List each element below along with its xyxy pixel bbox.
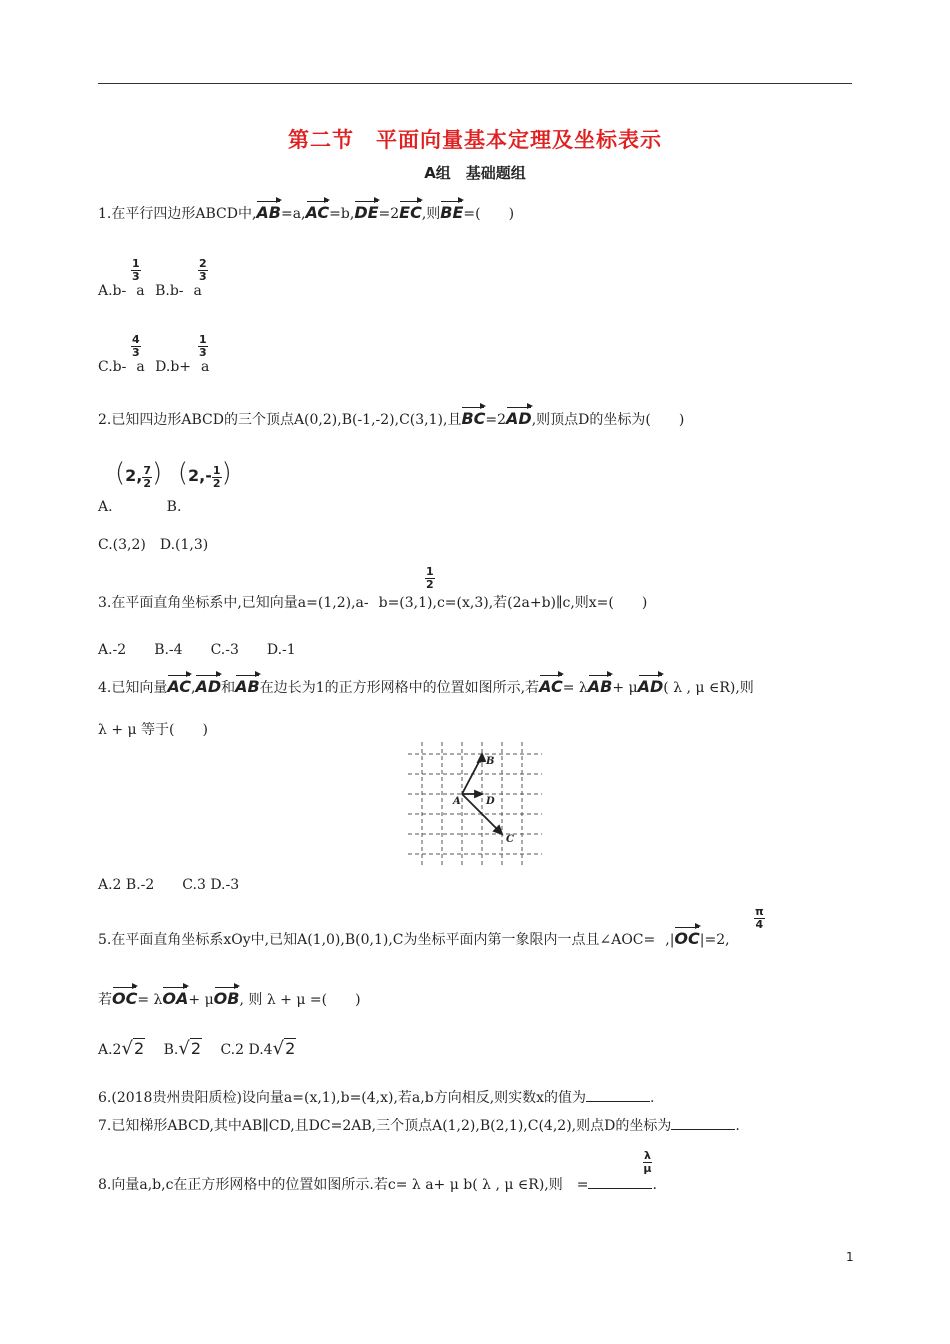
header-rule — [98, 83, 852, 84]
fraction — [198, 258, 208, 283]
q4-stem: 4.已知向量 — [98, 680, 168, 696]
q1-text: ,则 — [421, 206, 441, 222]
vector-de: DE — [354, 200, 378, 222]
option-c: C.b- — [98, 359, 127, 375]
point-label-d: D — [486, 796, 495, 807]
q4-text: + μ — [612, 680, 638, 696]
answer-blank[interactable] — [671, 1117, 735, 1130]
q3-stem-tail: b=(3,1),c=(x,3),若(2a+b)∥c,则x=( ) — [378, 595, 648, 611]
option-a: A.2 — [98, 1042, 122, 1058]
q5-text: 若 — [98, 992, 112, 1008]
point-label-c: C — [506, 834, 514, 845]
point-b — [177, 458, 232, 490]
q4-text: 和 — [221, 680, 236, 696]
q4-text: ( λ , μ ∈R),则 — [663, 680, 754, 696]
point-label-b: B — [486, 756, 495, 767]
q2-options-cd: C.(3,2) D.(1,3) — [98, 537, 209, 553]
vector-ad: AD — [195, 674, 221, 696]
option-b: B. — [166, 499, 182, 515]
vector-ab: AB — [256, 200, 281, 222]
vector-bc: BC — [461, 406, 485, 428]
q5-line-2 — [98, 986, 361, 1009]
radicand: 2 — [190, 1039, 202, 1058]
vector-ad: AD — [506, 406, 532, 428]
q5-text: |=2, — [699, 932, 730, 948]
q5-text: ,| — [665, 932, 675, 948]
point-b-x: 2,- — [188, 466, 212, 485]
denominator: 4 — [755, 918, 764, 931]
q7-stem: 7.已知梯形ABCD,其中AB∥CD,且DC=2AB,三个顶点A(1,2),B(2,1),C(4,2),则点D的坐标为 — [98, 1118, 672, 1134]
denominator: 2 — [212, 476, 221, 490]
q4-text: 在边长为1的正方形网格中的位置如图所示,若 — [259, 680, 540, 696]
fraction — [142, 465, 152, 490]
fraction — [198, 334, 208, 359]
q5-text: = λ — [137, 992, 163, 1008]
q1-text: =b, — [329, 206, 355, 222]
point-a — [115, 458, 167, 490]
answer-blank[interactable] — [586, 1089, 650, 1102]
answer-blank[interactable] — [588, 1176, 652, 1189]
sqrt-icon: √2 — [178, 1038, 202, 1059]
q1-stem: 1.在平行四边形ABCD中, — [98, 206, 257, 222]
vector-ad: AD — [638, 674, 664, 696]
vector-ac: AC — [539, 674, 563, 696]
option-b: B.b- — [155, 283, 184, 299]
option-b-tail: a — [193, 283, 202, 299]
numerator: 1 — [132, 257, 140, 270]
q8-stem: 8.向量a,b,c在正方形网格中的位置如图所示.若c= λ a+ μ b( λ , μ ∈R),则 — [98, 1177, 563, 1193]
q3-options: A.-2 B.-4 C.-3 D.-1 — [98, 642, 296, 658]
option-a-tail: a — [136, 283, 145, 299]
q1-options-ab — [98, 283, 202, 299]
vector-oc: OC — [112, 986, 137, 1008]
option-a: A.b- — [98, 283, 127, 299]
fraction — [212, 465, 222, 490]
q5-stem: 5.在平面直角坐标系xOy中,已知A(1,0),B(0,1),C为坐标平面内第一象限内一点且∠AOC= — [98, 932, 656, 948]
point-label-a: A — [453, 796, 461, 807]
q4-text: = λ — [562, 680, 588, 696]
q4-text: , — [191, 680, 196, 696]
q2-stem: 2.已知四边形ABCD的三个顶点A(0,2),B(-1,-2),C(3,1),且 — [98, 412, 462, 428]
vector-be: BE — [440, 200, 463, 222]
q7-end: . — [735, 1118, 740, 1134]
paren-icon: ) — [152, 458, 163, 488]
option-b: B. — [163, 1042, 179, 1058]
denominator: 3 — [132, 346, 140, 359]
q2-text: ,则顶点D的坐标为( ) — [531, 412, 685, 428]
numerator: 7 — [143, 463, 152, 477]
q4-line-2: λ + μ 等于( ) — [98, 722, 208, 738]
q1-text: =a, — [280, 206, 306, 222]
q1-text: =( ) — [463, 206, 515, 222]
grid-figure — [408, 742, 542, 866]
vector-ob: OB — [214, 986, 240, 1008]
question-2 — [98, 406, 684, 429]
radicand: 2 — [133, 1039, 145, 1058]
q6-end: . — [650, 1090, 655, 1106]
question-6 — [98, 1087, 655, 1107]
question-5 — [98, 926, 730, 949]
point-a-x: 2, — [125, 466, 143, 485]
grid-lines — [408, 742, 542, 866]
vector-ab: AB — [588, 674, 613, 696]
q8-eq: = — [576, 1177, 589, 1193]
q5-options — [98, 1038, 296, 1059]
q1-options-cd — [98, 359, 209, 375]
denominator: 3 — [199, 270, 207, 283]
q5-text: + μ — [188, 992, 214, 1008]
q2-text: =2 — [485, 412, 507, 428]
fraction — [425, 566, 435, 591]
numerator: 1 — [426, 565, 434, 578]
q4-options: A.2 B.-2 C.3 D.-3 — [98, 877, 240, 893]
q1-text: =2 — [378, 206, 400, 222]
denominator: 2 — [143, 476, 152, 490]
vector-ac: AC — [306, 200, 330, 222]
numerator: 1 — [212, 463, 221, 477]
section-title: 第二节 平面向量基本定理及坐标表示 — [288, 128, 662, 152]
sqrt-icon: √2 — [121, 1038, 145, 1059]
question-1 — [98, 200, 514, 223]
denominator: 2 — [426, 578, 434, 591]
numerator: 2 — [199, 257, 207, 270]
option-a: A. — [98, 499, 113, 515]
vector-oc: OC — [674, 926, 699, 948]
paren-icon: ( — [115, 458, 126, 488]
fraction — [643, 1150, 652, 1175]
page-number: 1 — [846, 1250, 854, 1264]
fraction — [754, 906, 765, 931]
numerator: π — [755, 905, 764, 918]
q8-end: . — [652, 1177, 657, 1193]
option-c-tail: a — [136, 359, 145, 375]
option-d-tail: a — [201, 359, 210, 375]
option-d: D.b+ — [155, 359, 192, 375]
option-cd: C.2 D.4 — [220, 1042, 273, 1058]
fraction — [131, 334, 141, 359]
q3-stem: 3.在平面直角坐标系中,已知向量a=(1,2),a- — [98, 595, 369, 611]
numerator: 4 — [132, 333, 140, 346]
numerator: 1 — [199, 333, 207, 346]
denominator: 3 — [199, 346, 207, 359]
q6-stem: 6.(2018贵州贵阳质检)设向量a=(x,1),b=(4,x),若a,b方向相反,则实数x的值为 — [98, 1090, 587, 1106]
q5-text: , 则 λ + μ =( ) — [239, 992, 361, 1008]
denominator: μ — [643, 1162, 652, 1175]
question-7 — [98, 1115, 740, 1135]
fraction — [131, 258, 141, 283]
radicand: 2 — [285, 1039, 296, 1058]
vector-ec: EC — [399, 200, 422, 222]
group-title: A组 基础题组 — [424, 164, 526, 182]
vector-ac: AC — [167, 674, 191, 696]
denominator: 3 — [132, 270, 140, 283]
q2-options-ab — [98, 458, 232, 515]
paren-icon: ( — [177, 458, 189, 488]
vector-oa: OA — [162, 986, 188, 1008]
sqrt-icon: √2 — [272, 1038, 296, 1059]
vector-ab: AB — [235, 674, 260, 696]
question-8 — [98, 1174, 657, 1194]
paren-icon: ) — [221, 458, 232, 488]
question-4 — [98, 674, 754, 697]
question-3 — [98, 592, 647, 612]
numerator: λ — [644, 1149, 651, 1162]
